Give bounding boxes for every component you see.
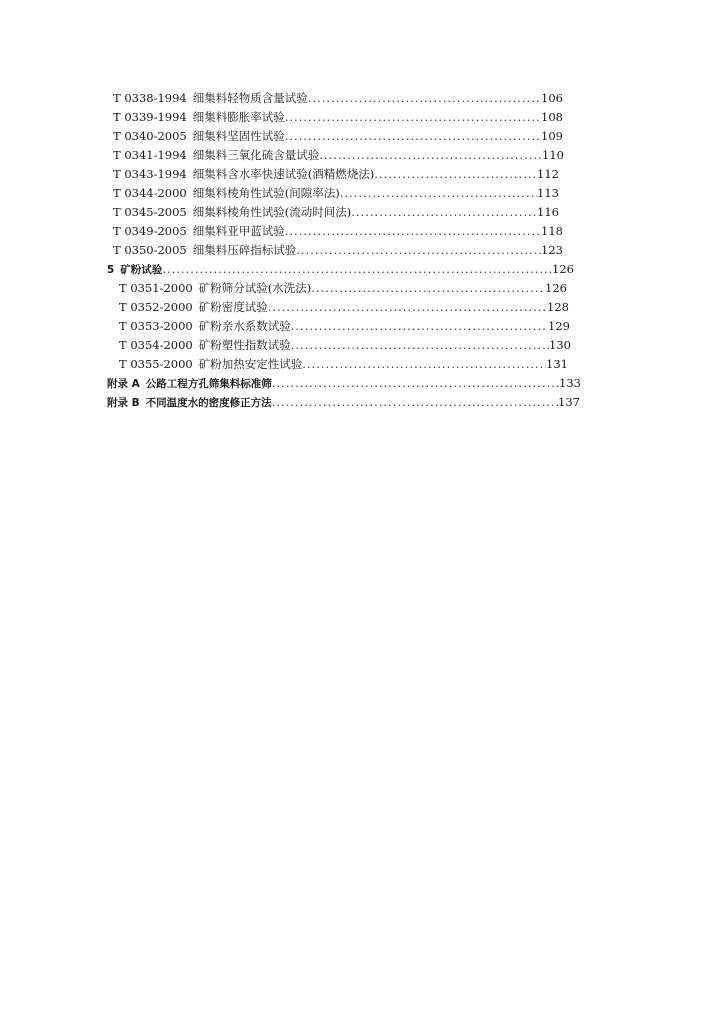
toc-entry-page: 106 [541,91,563,105]
toc-entry-title: 细集料棱角性试验(流动时间法) [192,205,352,219]
toc-appendix [107,393,580,411]
toc-entry-title: 矿粉塑性指数试验 [198,338,291,352]
toc-entry [119,298,569,316]
toc-entry-page: 113 [537,186,559,200]
toc-entry [113,146,564,164]
toc-entry-title: 细集料压碎指标试验 [192,243,297,257]
toc-entry-page: 128 [547,300,569,314]
toc-entry-title: 细集料膨胀率试验 [192,110,285,124]
toc-entry-code: T 0340-2005 [113,129,187,143]
toc-entry [113,203,559,221]
toc-entry-title: 矿粉加热安定性试验 [198,357,303,371]
toc-entry [113,241,563,259]
toc-entry-page: 110 [542,148,564,162]
toc-entry-title: 细集料含水率快速试验(酒精燃烧法) [192,167,375,181]
toc-entry-code: 附录 A [107,378,140,390]
toc-entry-page: 126 [552,262,574,276]
toc-appendix [107,374,581,392]
toc-entry-code: T 0355-2000 [119,357,193,371]
toc-entry-title: 细集料轻物质含量试验 [192,91,308,105]
toc-entry [113,127,563,145]
toc-entry [119,355,568,373]
dot-leader [291,336,549,354]
toc-entry-page: 137 [558,395,580,409]
toc-entry-page: 118 [541,224,563,238]
toc-entry-title: 不同温度水的密度修正方法 [145,397,272,409]
toc-entry-title: 公路工程方孔筛集料标准筛 [145,378,272,390]
toc-entry-title: 细集料亚甲蓝试验 [192,224,285,238]
toc-entry-code: 附录 B [107,397,140,409]
toc-entry-page: 116 [537,205,559,219]
toc-entry [119,279,567,297]
dot-leader [272,393,558,411]
toc-entry-page: 126 [545,281,567,295]
toc-section-heading [107,260,574,278]
toc-entry-title: 细集料三氧化硫含量试验 [192,148,320,162]
dot-leader [296,241,541,259]
toc-entry [113,89,563,107]
dot-leader [272,374,559,392]
toc-entry-code: T 0343-1994 [113,167,187,181]
toc-entry-code: T 0344-2000 [113,186,187,200]
toc-entry-code: T 0341-1994 [113,148,187,162]
toc-entry-code: 5 [107,264,115,276]
dot-leader [311,279,545,297]
toc-entry-code: T 0339-1994 [113,110,187,124]
toc-entry [119,317,570,335]
toc-entry-code: T 0352-2000 [119,300,193,314]
toc-entry-code: T 0338-1994 [113,91,187,105]
toc-entry-code: T 0354-2000 [119,338,193,352]
toc-entry-title: 矿粉亲水系数试验 [198,319,291,333]
dot-leader [319,146,542,164]
dot-leader [285,108,541,126]
toc-entry-page: 130 [549,338,571,352]
dot-leader [285,222,541,240]
dot-leader [351,203,537,221]
toc-entry-page: 112 [537,167,559,181]
dot-leader [285,127,541,145]
toc-entry-title: 细集料坚固性试验 [192,129,285,143]
dot-leader [291,317,548,335]
toc-entry-title: 细集料棱角性试验(间隙率法) [192,186,340,200]
toc-entry-page: 109 [541,129,563,143]
toc-entry [113,184,559,202]
toc-entry-title: 矿粉筛分试验(水洗法) [198,281,312,295]
toc-entry [113,165,559,183]
dot-leader [268,298,547,316]
toc-entry [113,222,563,240]
toc-entry [113,108,563,126]
toc-entry-page: 123 [541,243,563,257]
toc-entry-code: T 0351-2000 [119,281,193,295]
dot-leader [308,89,541,107]
toc-entry-title: 矿粉密度试验 [198,300,268,314]
toc-entry-code: T 0345-2005 [113,205,187,219]
toc-entry-page: 131 [546,357,568,371]
toc-entry-title: 矿粉试验 [120,264,163,276]
dot-leader [340,184,537,202]
dot-leader [162,260,552,278]
toc-entry-code: T 0349-2005 [113,224,187,238]
toc-entry-page: 129 [548,319,570,333]
dot-leader [302,355,546,373]
toc-entry [119,336,571,354]
toc-entry-page: 108 [541,110,563,124]
dot-leader [374,165,537,183]
toc-entry-page: 133 [559,376,581,390]
toc-entry-code: T 0353-2000 [119,319,193,333]
toc-entry-code: T 0350-2005 [113,243,187,257]
